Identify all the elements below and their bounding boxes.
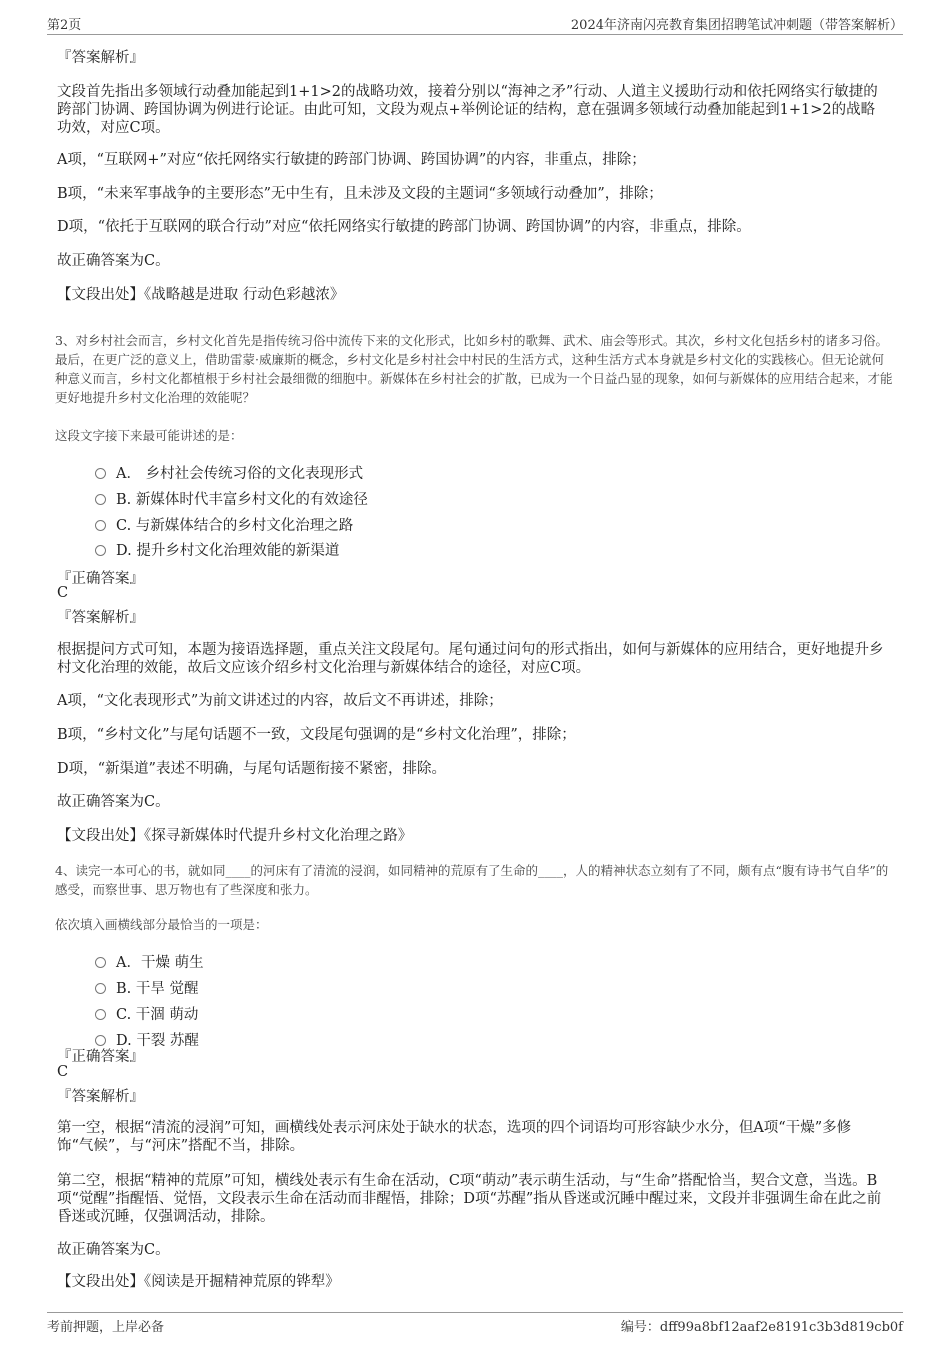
analysis-label: 『答案解析』 — [57, 50, 144, 66]
q4-option-b[interactable]: B. 干旱 觉醒 — [95, 977, 198, 998]
question-3-stem: 3、对乡村社会而言，乡村文化首先是指传统习俗中流传下来的文化形式，比如乡村的歌舞、武术、庙会等形式。其次，乡村文化包括乡村的诸多习俗。最后，在更广泛的意义上，借助雷蒙·威廉斯的概念，乡村文化是乡村社会中村民的生活方式，这种生活方式本身就是乡村文化的实践核心。但无论就何种意义而言，乡村文化都植根于乡村社会最细微的细胞中。新媒体在乡村社会的扩散，已成为一个日益凸显的现象，如何与新媒体的应用结合起来，才能更好地提升乡村文化治理的效能呢？ — [55, 333, 893, 405]
correct-answer-value: C — [57, 585, 69, 601]
radio-icon[interactable] — [95, 468, 106, 479]
question-3-prompt: 这段文字接下来最可能讲述的是： — [55, 428, 243, 443]
analysis-option-b: B项，“乡村文化”与尾句话题不一致，文段尾句强调的是“乡村文化治理”，排除； — [57, 727, 576, 743]
analysis-conclusion: 故正确答案为C。 — [57, 794, 170, 810]
radio-icon[interactable] — [95, 1009, 106, 1020]
source-citation: 【文段出处】《阅读是开掘精神荒原的铧犁》 — [57, 1274, 340, 1290]
q3-option-d[interactable]: D. 提升乡村文化治理效能的新渠道 — [95, 539, 339, 560]
analysis-option-d: D项，“新渠道”表述不明确，与尾句话题衔接不紧密，排除。 — [57, 761, 446, 777]
question-4-prompt: 依次填入画横线部分最恰当的一项是： — [55, 917, 268, 932]
page-header — [47, 14, 903, 35]
analysis-option-b: B项，“未来军事战争的主要形态”无中生有，且未涉及文段的主题词“多领域行动叠加”，排除； — [57, 186, 663, 202]
page-number: 第2页 — [47, 18, 82, 33]
radio-icon[interactable] — [95, 520, 106, 531]
question-4-stem: 4、读完一本可心的书，就如同____的河床有了清流的浸润，如同精神的荒原有了生命的____，人的精神状态立刻有了不同，颇有点“腹有诗书气自华”的感受，而察世事、思万物也有了些深度和张力。 — [55, 863, 889, 897]
correct-answer-label: 『正确答案』 — [57, 571, 144, 587]
analysis-paragraph-1: 第一空，根据“清流的浸润”可知，画横线处表示河床处于缺水的状态，选项的四个词语均可形容缺少水分，但A项“干燥”多修饰“气候”，与“河床”搭配不当，排除。 — [57, 1120, 852, 1154]
radio-icon[interactable] — [95, 983, 106, 994]
analysis-option-d: D项，“依托于互联网的联合行动”对应“依托网络实行敏捷的跨部门协调、跨国协调”的内容，非重点，排除。 — [57, 219, 751, 235]
analysis-label: 『答案解析』 — [57, 1089, 144, 1105]
source-citation: 【文段出处】《战略越是进取 行动色彩越浓》 — [57, 287, 345, 303]
q4-option-d[interactable]: D. 干裂 苏醒 — [95, 1029, 199, 1050]
analysis-paragraph: 根据提问方式可知，本题为接语选择题，重点关注文段尾句。尾句通过问句的形式指出，如何与新媒体的应用结合，更好地提升乡村文化治理的效能，故后文应该介绍乡村文化治理与新媒体结合的途径，对应C项。 — [57, 642, 884, 676]
footer-slogan: 考前押题，上岸必备 — [47, 1320, 165, 1335]
analysis-option-a: A项，“文化表现形式”为前文讲述过的内容，故后文不再讲述，排除； — [57, 693, 503, 709]
radio-icon[interactable] — [95, 494, 106, 505]
page-footer — [47, 1312, 903, 1336]
q3-option-a[interactable]: A． 乡村社会传统习俗的文化表现形式 — [95, 462, 363, 483]
analysis-paragraph: 文段首先指出多领域行动叠加能起到1+1>2的战略功效，接着分别以“海神之矛”行动、人道主义援助行动和依托网络实行敏捷的跨部门协调、跨国协调为例进行论证。由此可知，文段为观点+举例论证的结构，意在强调多领域行动叠加能起到1+1>2的战略功效，对应C项。 — [57, 84, 878, 136]
document-title: 2024年济南闪亮教育集团招聘笔试冲刺题（带答案解析） — [570, 18, 903, 33]
analysis-conclusion: 故正确答案为C。 — [57, 253, 170, 269]
radio-icon[interactable] — [95, 957, 106, 968]
q3-option-b[interactable]: B. 新媒体时代丰富乡村文化的有效途径 — [95, 488, 368, 509]
correct-answer-label: 『正确答案』 — [57, 1049, 144, 1065]
q4-option-c[interactable]: C. 干涸 萌动 — [95, 1003, 198, 1024]
q3-option-c[interactable]: C. 与新媒体结合的乡村文化治理之路 — [95, 514, 353, 535]
analysis-label: 『答案解析』 — [57, 610, 144, 626]
analysis-paragraph-2: 第二空，根据“精神的荒原”可知，横线处表示有生命在活动，C项“萌动”表示萌生活动，与“生命”搭配恰当，契合文意，当选。B项“觉醒”指醒悟、觉悟，文段表示生命在活动而非醒悟，排除；D项“苏醒”指从昏迷或沉睡中醒过来，文段并非强调生命在此之前昏迷或沉睡，仅强调活动，排除。 — [57, 1173, 882, 1225]
radio-icon[interactable] — [95, 545, 106, 556]
analysis-conclusion: 故正确答案为C。 — [57, 1242, 170, 1258]
analysis-option-a: A项，“互联网+”对应“依托网络实行敏捷的跨部门协调、跨国协调”的内容，非重点，排除； — [57, 152, 646, 168]
source-citation: 【文段出处】《探寻新媒体时代提升乡村文化治理之路》 — [57, 828, 413, 844]
correct-answer-value: C — [57, 1064, 69, 1080]
q4-option-a[interactable]: A．干燥 萌生 — [95, 951, 204, 972]
document-id: 编号：dff99a8bf12aaf2e8191c3b3d819cb0f — [620, 1320, 903, 1335]
